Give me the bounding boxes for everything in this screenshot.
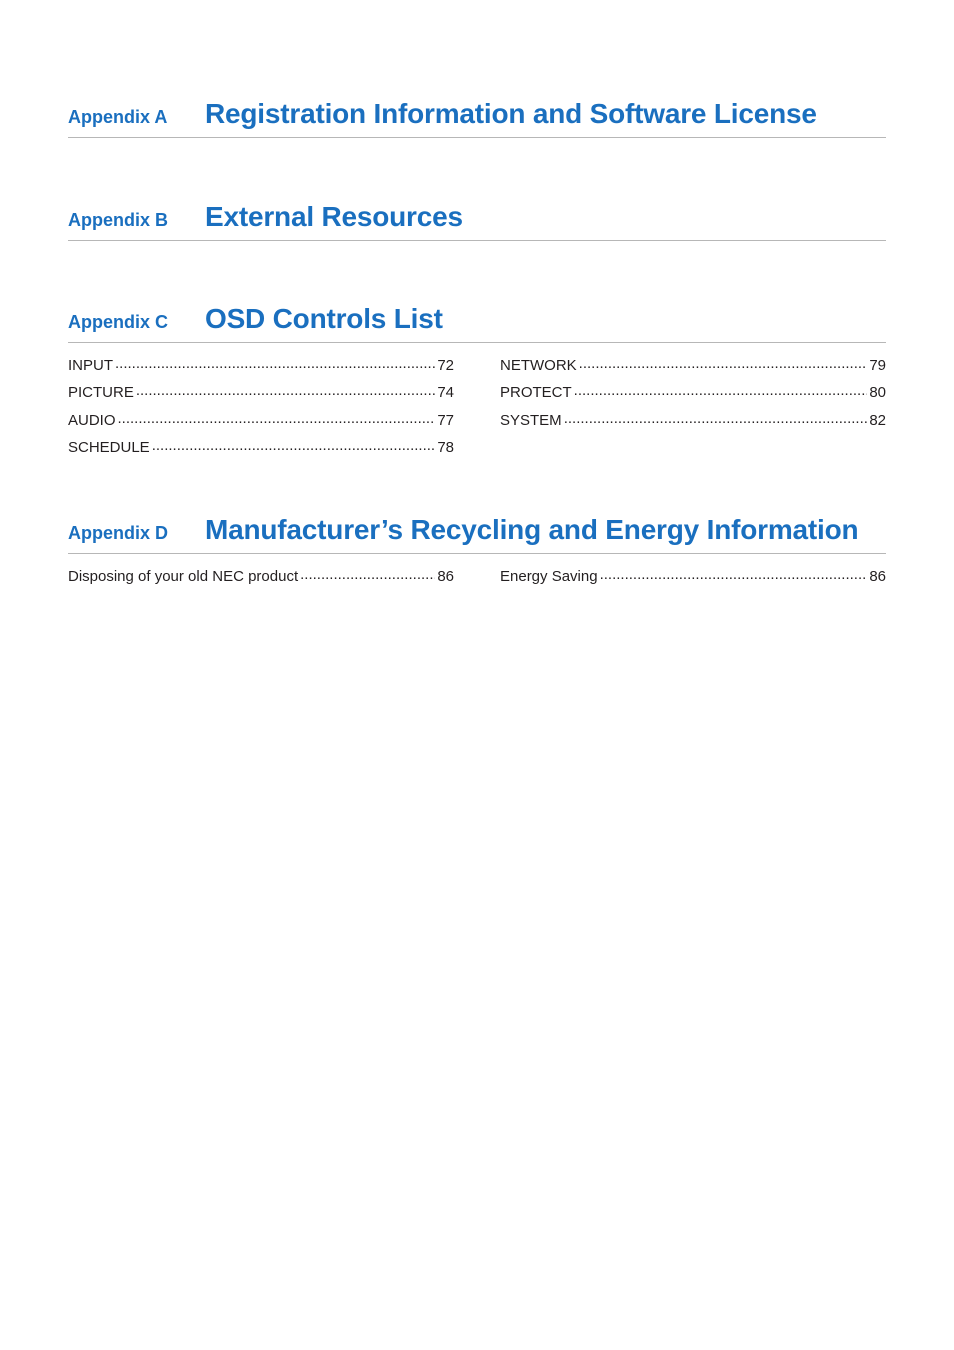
toc-entry-text: SYSTEM [500, 411, 562, 429]
appendix-a-header [68, 97, 886, 138]
toc-entry-text: PROTECT [500, 384, 572, 402]
appendix-c-toc [68, 355, 886, 465]
appendix-c-section [68, 302, 886, 465]
toc-leader-dots [300, 566, 435, 581]
toc-entry-page: 86 [869, 568, 886, 585]
toc-entry-text: AUDIO [68, 411, 116, 429]
toc-entry-page: 80 [869, 384, 886, 402]
toc-entry-page: 77 [437, 411, 454, 429]
toc-entry-network[interactable] [500, 355, 886, 382]
appendix-d-label: Appendix D [68, 523, 169, 543]
appendix-d-toc [68, 566, 886, 596]
toc-entry-system[interactable] [500, 410, 886, 437]
toc-entry-picture[interactable] [68, 382, 454, 409]
toc-entry-text: INPUT [68, 357, 113, 374]
toc-entry-page: 79 [869, 357, 886, 374]
appendix-b-header [68, 200, 886, 241]
appendix-d-section [68, 513, 886, 596]
toc-leader-dots [152, 437, 436, 452]
toc-entry-input[interactable] [68, 355, 454, 382]
appendix-a-title[interactable]: Registration Information and Software License [205, 98, 817, 129]
toc-leader-dots [574, 382, 868, 397]
toc-entry-page: 72 [437, 357, 454, 374]
toc-entry-page: 78 [437, 438, 454, 456]
toc-entry-audio[interactable] [68, 410, 454, 437]
toc-leader-dots [600, 566, 868, 581]
appendix-a-label: Appendix A [68, 107, 168, 127]
toc-entry-page: 82 [869, 411, 886, 429]
toc-leader-dots [115, 355, 435, 370]
toc-leader-dots [579, 355, 868, 370]
toc-entry-text: PICTURE [68, 384, 134, 402]
appendix-c-toc-right [500, 355, 886, 437]
toc-entry-page: 74 [437, 384, 454, 402]
appendix-d-toc-right [500, 566, 886, 593]
toc-entry-page: 86 [437, 568, 454, 585]
toc-leader-dots [136, 382, 435, 397]
appendix-d-header [68, 513, 886, 554]
appendix-c-title[interactable]: OSD Controls List [205, 303, 443, 334]
appendix-c-header [68, 302, 886, 343]
toc-entry-text: Energy Saving [500, 568, 598, 585]
appendix-d-toc-left [68, 566, 454, 593]
toc-entry-energy-saving[interactable] [500, 566, 886, 593]
appendix-b-section [68, 200, 886, 241]
toc-entry-disposing[interactable] [68, 566, 454, 593]
toc-leader-dots [564, 410, 868, 425]
appendix-b-title[interactable]: External Resources [205, 201, 463, 232]
toc-leader-dots [118, 410, 436, 425]
appendix-d-title[interactable]: Manufacturer’s Recycling and Energy Information [205, 514, 859, 545]
toc-entry-text: NETWORK [500, 357, 577, 374]
toc-entry-schedule[interactable] [68, 437, 454, 464]
appendix-b-label: Appendix B [68, 210, 169, 230]
toc-entry-protect[interactable] [500, 382, 886, 409]
appendix-c-label: Appendix C [68, 312, 169, 332]
toc-entry-text: SCHEDULE [68, 438, 150, 456]
appendix-c-toc-left [68, 355, 454, 464]
appendix-a-section [68, 97, 886, 138]
toc-entry-text: Disposing of your old NEC product [68, 568, 299, 585]
